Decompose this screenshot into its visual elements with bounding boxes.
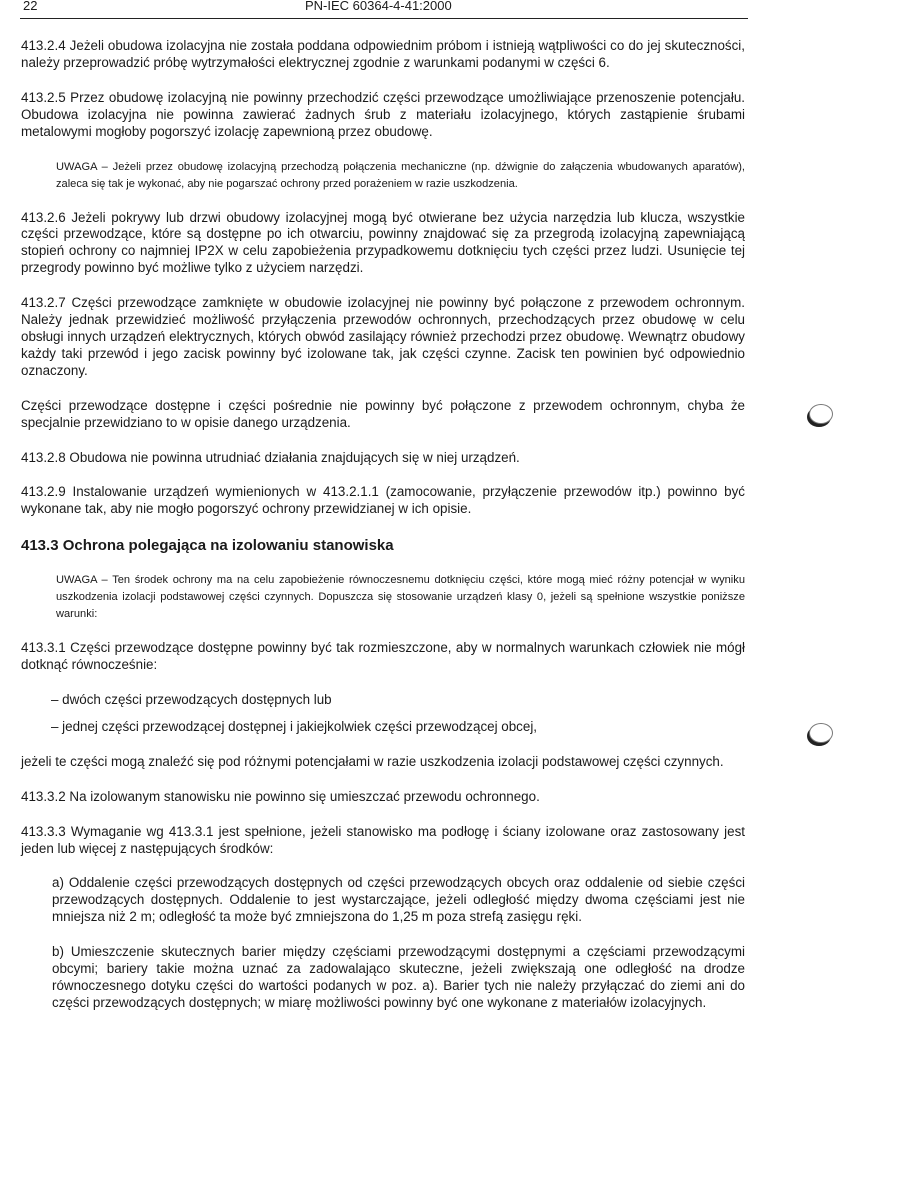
- list-item: – dwóch części przewodzących dostępnych lub: [51, 692, 332, 708]
- clause-413-2-8: 413.2.8 Obudowa nie powinna utrudniać działania znajdujących się w niej urządzeń.: [21, 449, 520, 465]
- clause-413-2-7: 413.2.7 Części przewodzące zamknięte w obudowie izolacyjnej nie powinny być połączone z przewodem ochronnym. Należy jednak przewidzieć możliwość przyłączenia przewodów ochronnych, przechodzących przez obudowę w celu obsługi innych urządzeń elektrycznych, których obwód zasilający również przechodzi przez obudowę. Wewnątrz obudowy każdy taki przewód i jego zacisk powinny być izolowane tak, jak części czynne. Zacisk ten powinien być odpowiednio oznaczony.: [21, 295, 745, 378]
- clause-413-2-9: 413.2.9 Instalowanie urządzeń wymienionych w 413.2.1.1 (zamocowanie, przyłączenie przewodów itp.) powinno być wykonane tak, aby nie mogło pogorszyć ochrony przewidzianej w ich opisie.: [21, 484, 745, 517]
- clause-413-3-2: 413.3.2 Na izolowanym stanowisku nie powinno się umieszczać przewodu ochronnego.: [21, 788, 540, 804]
- clause-413-2-7-continued: Części przewodzące dostępne i części pośrednie nie powinny być połączone z przewodem ochronnym, chyba że specjalnie przewidziano to w opisie danego urządzenia.: [21, 397, 745, 430]
- note-location-insulation: UWAGA – Ten środek ochrony ma na celu zapobieżenie równoczesnemu dotknięciu części, które mogą mieć różny potencjał w wyniku uszkodzenia izolacji podstawowej części czynnych. Dopuszcza się stosowanie urządzeń klasy 0, jeżeli są spełnione wszystkie poniższe warunki:: [56, 574, 745, 621]
- clause-413-2-5: 413.2.5 Przez obudowę izolacyjną nie powinny przechodzić części przewodzące umożliwiające przenoszenie potencjału. Obudowa izolacyjna nie powinna zawierać żadnych śrub z materiału izolacyjnego, których zastąpienie śrubami metalowymi mogłoby pogorszyć izolację zapewnioną przez obudowę.: [21, 89, 745, 139]
- document-code: PN-IEC 60364-4-41:2000: [305, 0, 452, 13]
- clause-413-2-4: 413.2.4 Jeżeli obudowa izolacyjna nie została poddana odpowiednim próbom i istnieją wątpliwości co do jej skuteczności, należy przeprowadzić próbę wytrzymałości elektrycznej zgodnie z warunkami podanymi w części 6.: [21, 38, 745, 70]
- list-item: – jednej części przewodzącej dostępnej i jakiejkolwiek części przewodzącej obcej,: [51, 718, 538, 734]
- page-content: [21, 38, 745, 1030]
- note-mechanical-connections: UWAGA – Jeżeli przez obudowę izolacyjną przechodzą połączenia mechaniczne (np. dźwignie do załączenia wbudowanych aparatów), zaleca się tak je wykonać, aby nie pogarszać ochrony przed porażeniem w razie uszkodzenia.: [56, 160, 745, 190]
- clause-413-2-6: 413.2.6 Jeżeli pokrywy lub drzwi obudowy izolacyjnej mogą być otwierane bez użycia narzędzia lub klucza, wszystkie części przewodzące, które są dostępne po ich otwarciu, powinny znajdować się za przegrodą izolacyjną zapewniającą stopień ochrony co najmniej IP2X w celu zapobieżenia przypadkowemu dotknięciu tych części przez ludzi. Usunięcie tej przegrody powinno być możliwe tylko z użyciem narzędzi.: [21, 209, 745, 276]
- section-heading-413-3: 413.3 Ochrona polegająca na izolowaniu stanowiska: [21, 537, 394, 555]
- list-item-b: b) Umieszczenie skutecznych barier między częściami przewodzącymi dostępnymi a częściami przewodzącymi obcymi; bariery takie można uznać za zadowalająco skuteczne, jeżeli zwiększają one odległość na drodze równoczesnego dotyku części do wartości podanych w poz. a). Barier tych nie należy przyłączać do ziemi ani do części przewodzących dostępnych; w miarę możliwości powinny być one wykonane z materiałów izolacyjnych.: [52, 944, 745, 1010]
- page-number: 22: [23, 0, 38, 13]
- clause-413-3-1-continued: jeżeli te części mogą znaleźć się pod różnymi potencjałami w razie uszkodzenia izolacji podstawowej części czynnych.: [21, 753, 724, 769]
- list-item-a: a) Oddalenie części przewodzących dostępnych od części przewodzących obcych oraz oddalenie od siebie części przewodzących dostępnych. Oddalenie to jest wystarczające, jeżeli odległość między dwoma częściami jest nie mniejsza niż 2 m; odległość ta może być zmniejszona do 1,25 m poza strefą zasięgu ręki.: [52, 875, 745, 925]
- page-header: [20, 0, 748, 19]
- binder-hole-icon: [809, 404, 833, 424]
- binder-hole-icon: [809, 723, 833, 743]
- clause-413-3-1: 413.3.1 Części przewodzące dostępne powinny być tak rozmieszczone, aby w normalnych warunkach człowiek nie mógł dotknąć równocześnie:: [21, 640, 745, 673]
- clause-413-3-3: 413.3.3 Wymaganie wg 413.3.1 jest spełnione, jeżeli stanowisko ma podłogę i ściany izolowane oraz zastosowany jest jeden lub więcej z następujących środków:: [21, 823, 745, 856]
